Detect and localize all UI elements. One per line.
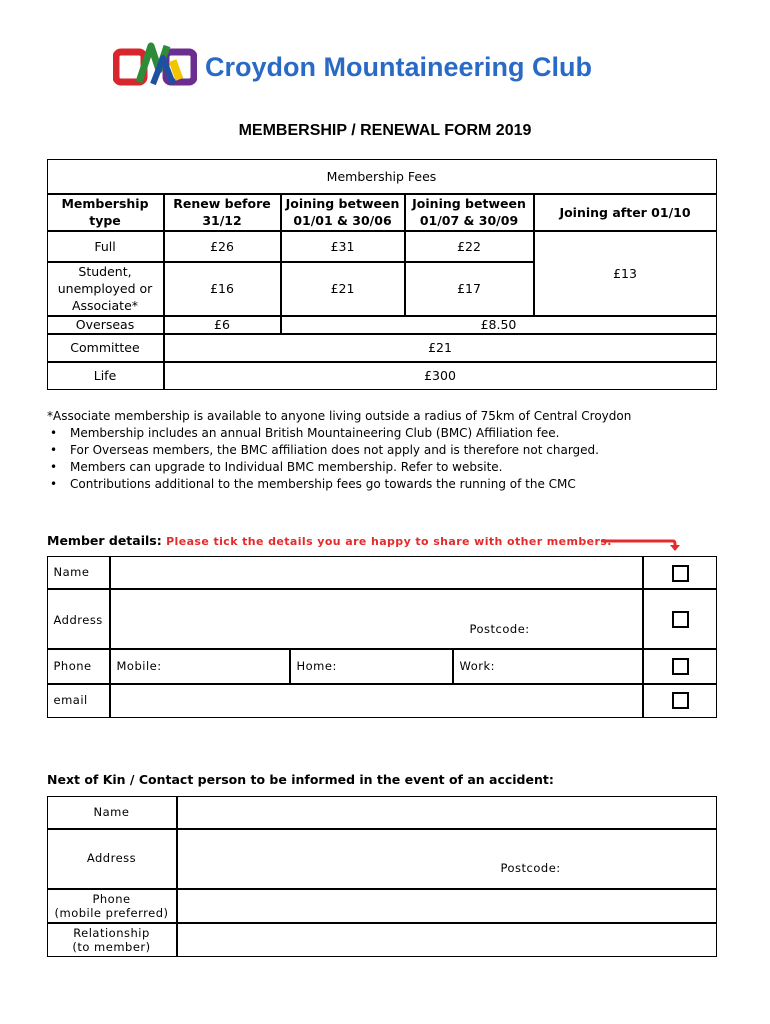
col-header-join-2: Joining between 01/07 & 30/09 — [405, 194, 534, 231]
member-email-share-cell — [643, 684, 717, 718]
row-full-join-1: £31 — [281, 231, 405, 262]
kin-name-label: Name — [47, 796, 177, 829]
row-full-join-2: £22 — [405, 231, 534, 262]
member-mobile-field[interactable] — [110, 649, 290, 684]
associate-note: *Associate membership is available to anyone living outside a radius of 75km of Central Croydon — [47, 409, 632, 423]
arrow-right-down-icon — [599, 536, 681, 554]
row-student-join-1: £21 — [281, 262, 405, 316]
member-address-label: Address — [47, 589, 110, 649]
share-email-checkbox[interactable] — [672, 692, 689, 709]
form-title: MEMBERSHIP / RENEWAL FORM 2019 — [238, 122, 532, 139]
kin-relationship-label — [47, 923, 177, 957]
club-name: Croydon Mountaineering Club — [205, 52, 592, 82]
next-of-kin-heading: Next of Kin / Contact person to be informed in the event of an accident: — [47, 772, 554, 787]
row-overseas-renew: £6 — [164, 316, 281, 334]
member-name-field[interactable] — [110, 556, 643, 589]
row-committee-value: £21 — [164, 334, 717, 362]
kin-relationship-sub-label: (to member) — [72, 939, 151, 954]
kin-address-label: Address — [47, 829, 177, 889]
col-header-type: Membership type — [47, 194, 164, 231]
kin-phone-label — [47, 889, 177, 923]
row-student-join-2: £17 — [405, 262, 534, 316]
member-home-field[interactable] — [290, 649, 453, 684]
share-instruction: Please tick the details you are happy to share with other members. — [166, 535, 612, 548]
row-student-label: Student, unemployed or Associate* — [47, 262, 164, 316]
notes-list — [47, 425, 727, 493]
member-phone-share-cell — [643, 649, 717, 684]
fees-table-title: Membership Fees — [47, 159, 717, 194]
member-address-share-cell — [643, 589, 717, 649]
member-address-field[interactable] — [110, 589, 643, 649]
club-logo — [113, 40, 197, 88]
row-full-label: Full — [47, 231, 164, 262]
kin-phone-label-text: Phone — [92, 891, 131, 906]
member-postcode-label: Postcode: — [469, 621, 530, 636]
col-header-join-1: Joining between 01/01 & 30/06 — [281, 194, 405, 231]
share-address-checkbox[interactable] — [672, 611, 689, 628]
member-name-share-cell — [643, 556, 717, 589]
member-work-field[interactable] — [453, 649, 643, 684]
col-header-join-3: Joining after 01/10 — [534, 194, 717, 231]
row-life-label: Life — [47, 362, 164, 390]
work-label: Work: — [459, 658, 495, 673]
kin-phone-field[interactable] — [177, 889, 717, 923]
note-overseas: • For Overseas members, the BMC affiliation does not apply and is therefore not charged. — [70, 442, 727, 459]
member-email-field[interactable] — [110, 684, 643, 718]
join-after-shared-fee: £13 — [534, 231, 717, 316]
row-overseas-rest: £8.50 — [281, 316, 717, 334]
kin-relationship-field[interactable] — [177, 923, 717, 957]
note-contributions: • Contributions additional to the membership fees go towards the running of the CMC — [70, 476, 727, 493]
share-name-checkbox[interactable] — [672, 565, 689, 582]
kin-address-field[interactable] — [177, 829, 717, 889]
kin-name-field[interactable] — [177, 796, 717, 829]
col-header-renew: Renew before 31/12 — [164, 194, 281, 231]
kin-phone-sub-label: (mobile preferred) — [54, 905, 169, 920]
kin-relationship-label-text: Relationship — [73, 925, 150, 940]
row-full-renew: £26 — [164, 231, 281, 262]
row-committee-label: Committee — [47, 334, 164, 362]
row-student-renew: £16 — [164, 262, 281, 316]
home-label: Home: — [296, 658, 337, 673]
row-overseas-label: Overseas — [47, 316, 164, 334]
share-phone-checkbox[interactable] — [672, 658, 689, 675]
kin-postcode-label: Postcode: — [500, 860, 561, 875]
member-details-title: Member details: — [47, 533, 162, 548]
note-upgrade: • Members can upgrade to Individual BMC membership. Refer to website. — [70, 459, 727, 476]
mobile-label: Mobile: — [116, 658, 162, 673]
row-life-value: £300 — [164, 362, 717, 390]
member-name-label: Name — [47, 556, 110, 589]
membership-notes — [47, 408, 727, 493]
member-details-heading — [47, 533, 612, 548]
member-phone-label: Phone — [47, 649, 110, 684]
member-email-label: email — [47, 684, 110, 718]
note-bmc-affiliation: • Membership includes an annual British Mountaineering Club (BMC) Affiliation fee. — [70, 425, 727, 442]
